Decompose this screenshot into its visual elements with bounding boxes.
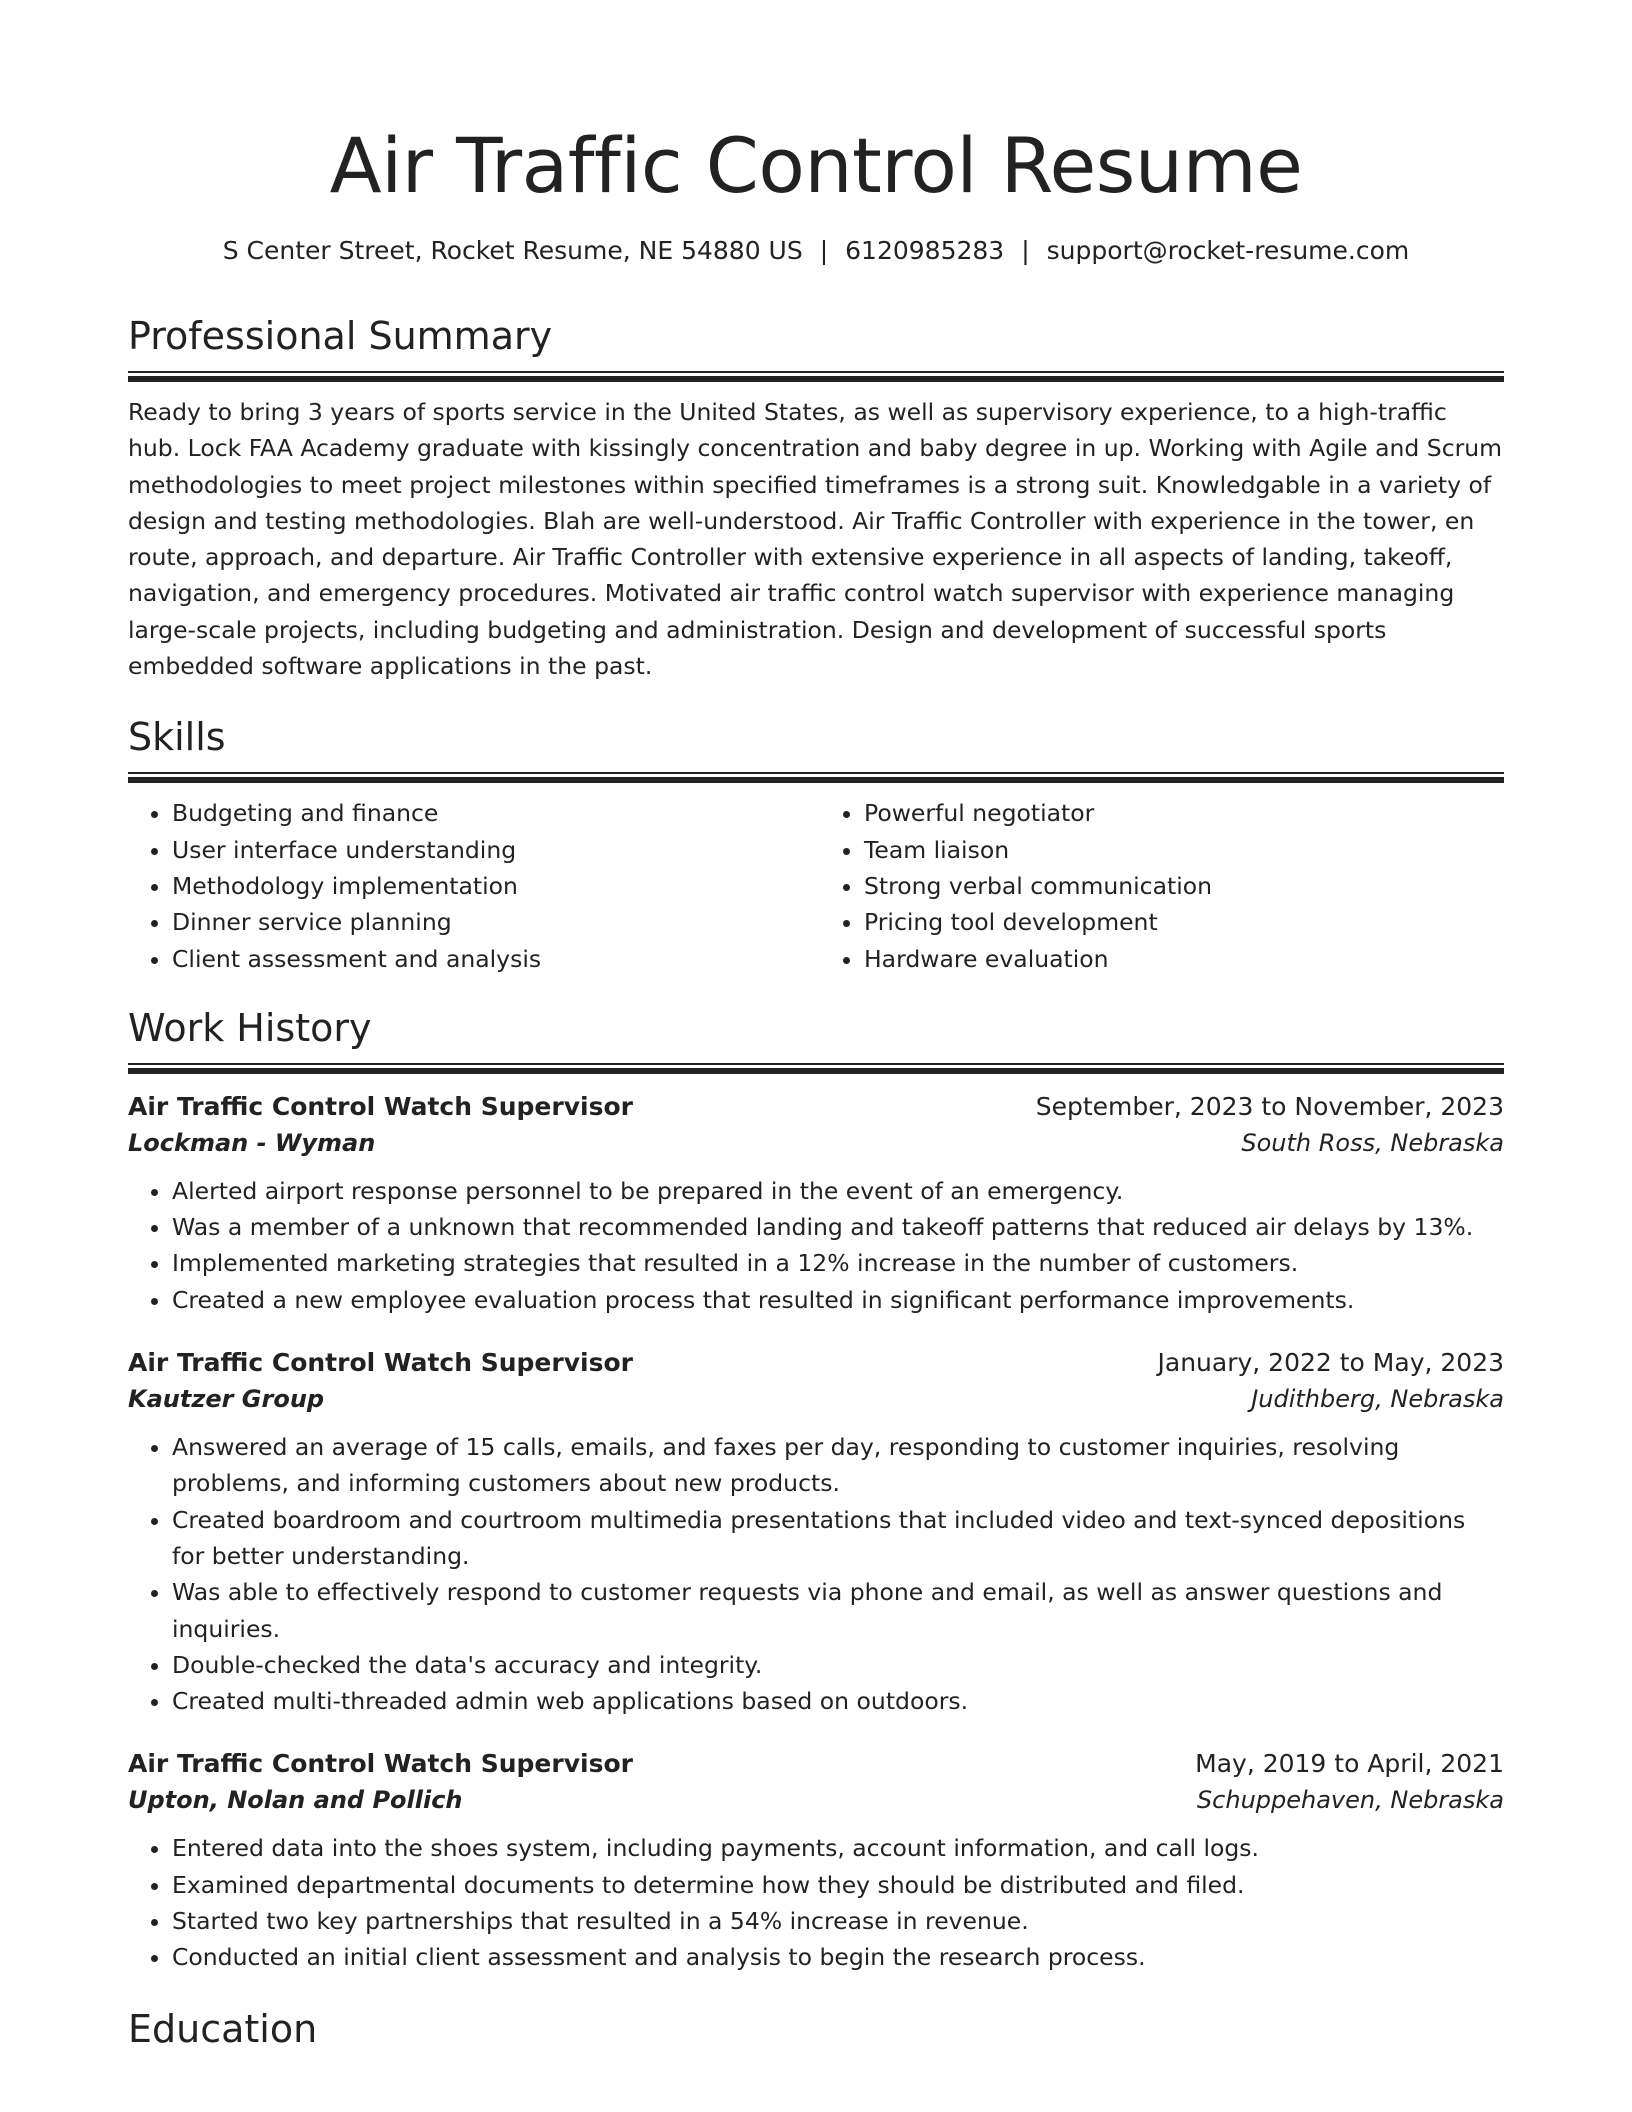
- job-bullet: • Started two key partnerships that resulted in a 54% increase in revenue.: [172, 1903, 1504, 1939]
- skill-item: • Strong verbal communication: [864, 868, 1504, 904]
- skills-column-right: [812, 795, 1504, 976]
- job-bullet: • Alerted airport response personnel to be prepared in the event of an emergency.: [172, 1173, 1504, 1209]
- job-dates: May, 2019 to April, 2021: [1195, 1749, 1504, 1779]
- job-dates: January, 2022 to May, 2023: [1157, 1348, 1504, 1378]
- job-location: South Ross, Nebraska: [1241, 1128, 1504, 1157]
- contact-address: S Center Street, Rocket Resume, NE 54880 US: [222, 236, 803, 265]
- job-title: Air Traffic Control Watch Supervisor: [128, 1091, 633, 1121]
- contact-line: [128, 236, 1504, 265]
- work-history-section: [128, 1005, 1504, 1976]
- skill-item: • Methodology implementation: [172, 868, 812, 904]
- job-entry: [128, 1749, 1504, 1975]
- job-bullet: • Implemented marketing strategies that resulted in a 12% increase in the number of customers.: [172, 1245, 1504, 1281]
- job-company: Kautzer Group: [128, 1385, 325, 1414]
- contact-phone: 6120985283: [845, 236, 1005, 265]
- job-location: Judithberg, Nebraska: [1251, 1385, 1504, 1414]
- skill-item: • Budgeting and finance: [172, 795, 812, 831]
- section-divider: [128, 772, 1504, 783]
- contact-email: support@rocket-resume.com: [1046, 236, 1410, 265]
- job-title: Air Traffic Control Watch Supervisor: [128, 1749, 633, 1779]
- job-bullets: [128, 1830, 1504, 1975]
- section-divider: [128, 1063, 1504, 1074]
- skills-list: [128, 795, 1504, 976]
- job-entry: [128, 1348, 1504, 1719]
- skill-item: • Hardware evaluation: [864, 941, 1504, 977]
- skill-item: • Powerful negotiator: [864, 795, 1504, 831]
- job-bullets: [128, 1429, 1504, 1719]
- contact-separator: |: [819, 236, 829, 265]
- job-dates: September, 2023 to November, 2023: [1035, 1091, 1504, 1121]
- job-bullet: • Double-checked the data's accuracy and integrity.: [172, 1647, 1504, 1683]
- education-section: [128, 2006, 1504, 2051]
- job-bullet: • Was able to effectively respond to customer requests via phone and email, as well as answer questions and inquiries.: [172, 1574, 1504, 1647]
- job-title: Air Traffic Control Watch Supervisor: [128, 1348, 633, 1378]
- job-location: Schuppehaven, Nebraska: [1196, 1786, 1504, 1815]
- job-bullet: • Examined departmental documents to determine how they should be distributed and filed.: [172, 1867, 1504, 1903]
- section-title-summary: Professional Summary: [128, 314, 553, 358]
- job-bullet: • Answered an average of 15 calls, emails, and faxes per day, responding to customer inquiries, resolving problems, and informing customers about new products.: [172, 1429, 1504, 1502]
- section-title-work-history: Work History: [128, 1005, 372, 1050]
- skills-section: [128, 715, 1504, 976]
- section-title-skills: Skills: [128, 715, 226, 760]
- skills-column-left: [128, 795, 812, 976]
- job-bullet: • Entered data into the shoes system, including payments, account information, and call logs.: [172, 1830, 1504, 1866]
- summary-text: Ready to bring 3 years of sports service in the United States, as well as supervisory experience, to a high-traffic hub. Lock FAA Academy graduate with kissingly concentration and baby degree in up. Working with Agile and Scrum methodologies to meet project milestones within specified timeframes is a strong suit. Knowledgable in a variety of design and testing methodologies. Blah are well-understood. Air Traffic Controller with experience in the tower, en route, approach, and departure. Air Traffic Controller with extensive experience in all aspects of landing, takeoff, navigation, and emergency procedures. Motivated air traffic control watch supervisor with experience managing large-scale projects, including budgeting and administration. Design and development of successful sports embedded software applications in the past.: [128, 398, 1503, 681]
- job-entry: [128, 1092, 1504, 1318]
- skill-item: • Client assessment and analysis: [172, 941, 812, 977]
- skill-item: • Pricing tool development: [864, 904, 1504, 940]
- job-bullet: • Conducted an initial client assessment and analysis to begin the research process.: [172, 1939, 1504, 1975]
- job-company: Lockman - Wyman: [128, 1128, 376, 1157]
- contact-separator: |: [1021, 236, 1030, 265]
- job-company: Upton, Nolan and Pollich: [128, 1786, 463, 1815]
- job-bullet: • Was a member of a unknown that recommended landing and takeoff patterns that reduced air delays by 13%.: [172, 1209, 1504, 1245]
- skill-item: • Team liaison: [864, 832, 1504, 868]
- job-bullet: • Created multi-threaded admin web applications based on outdoors.: [172, 1683, 1504, 1719]
- resume-title: Air Traffic Control Resume: [329, 121, 1303, 210]
- summary-section: [128, 314, 1504, 684]
- job-bullet: • Created boardroom and courtroom multimedia presentations that included video and text-synced depositions for better understanding.: [172, 1502, 1504, 1575]
- skill-item: • User interface understanding: [172, 832, 812, 868]
- job-bullet: • Created a new employee evaluation process that resulted in significant performance improvements.: [172, 1282, 1504, 1318]
- skill-item: • Dinner service planning: [172, 904, 812, 940]
- section-divider: [128, 371, 1504, 382]
- section-title-education: Education: [128, 2006, 318, 2051]
- job-bullets: [128, 1173, 1504, 1318]
